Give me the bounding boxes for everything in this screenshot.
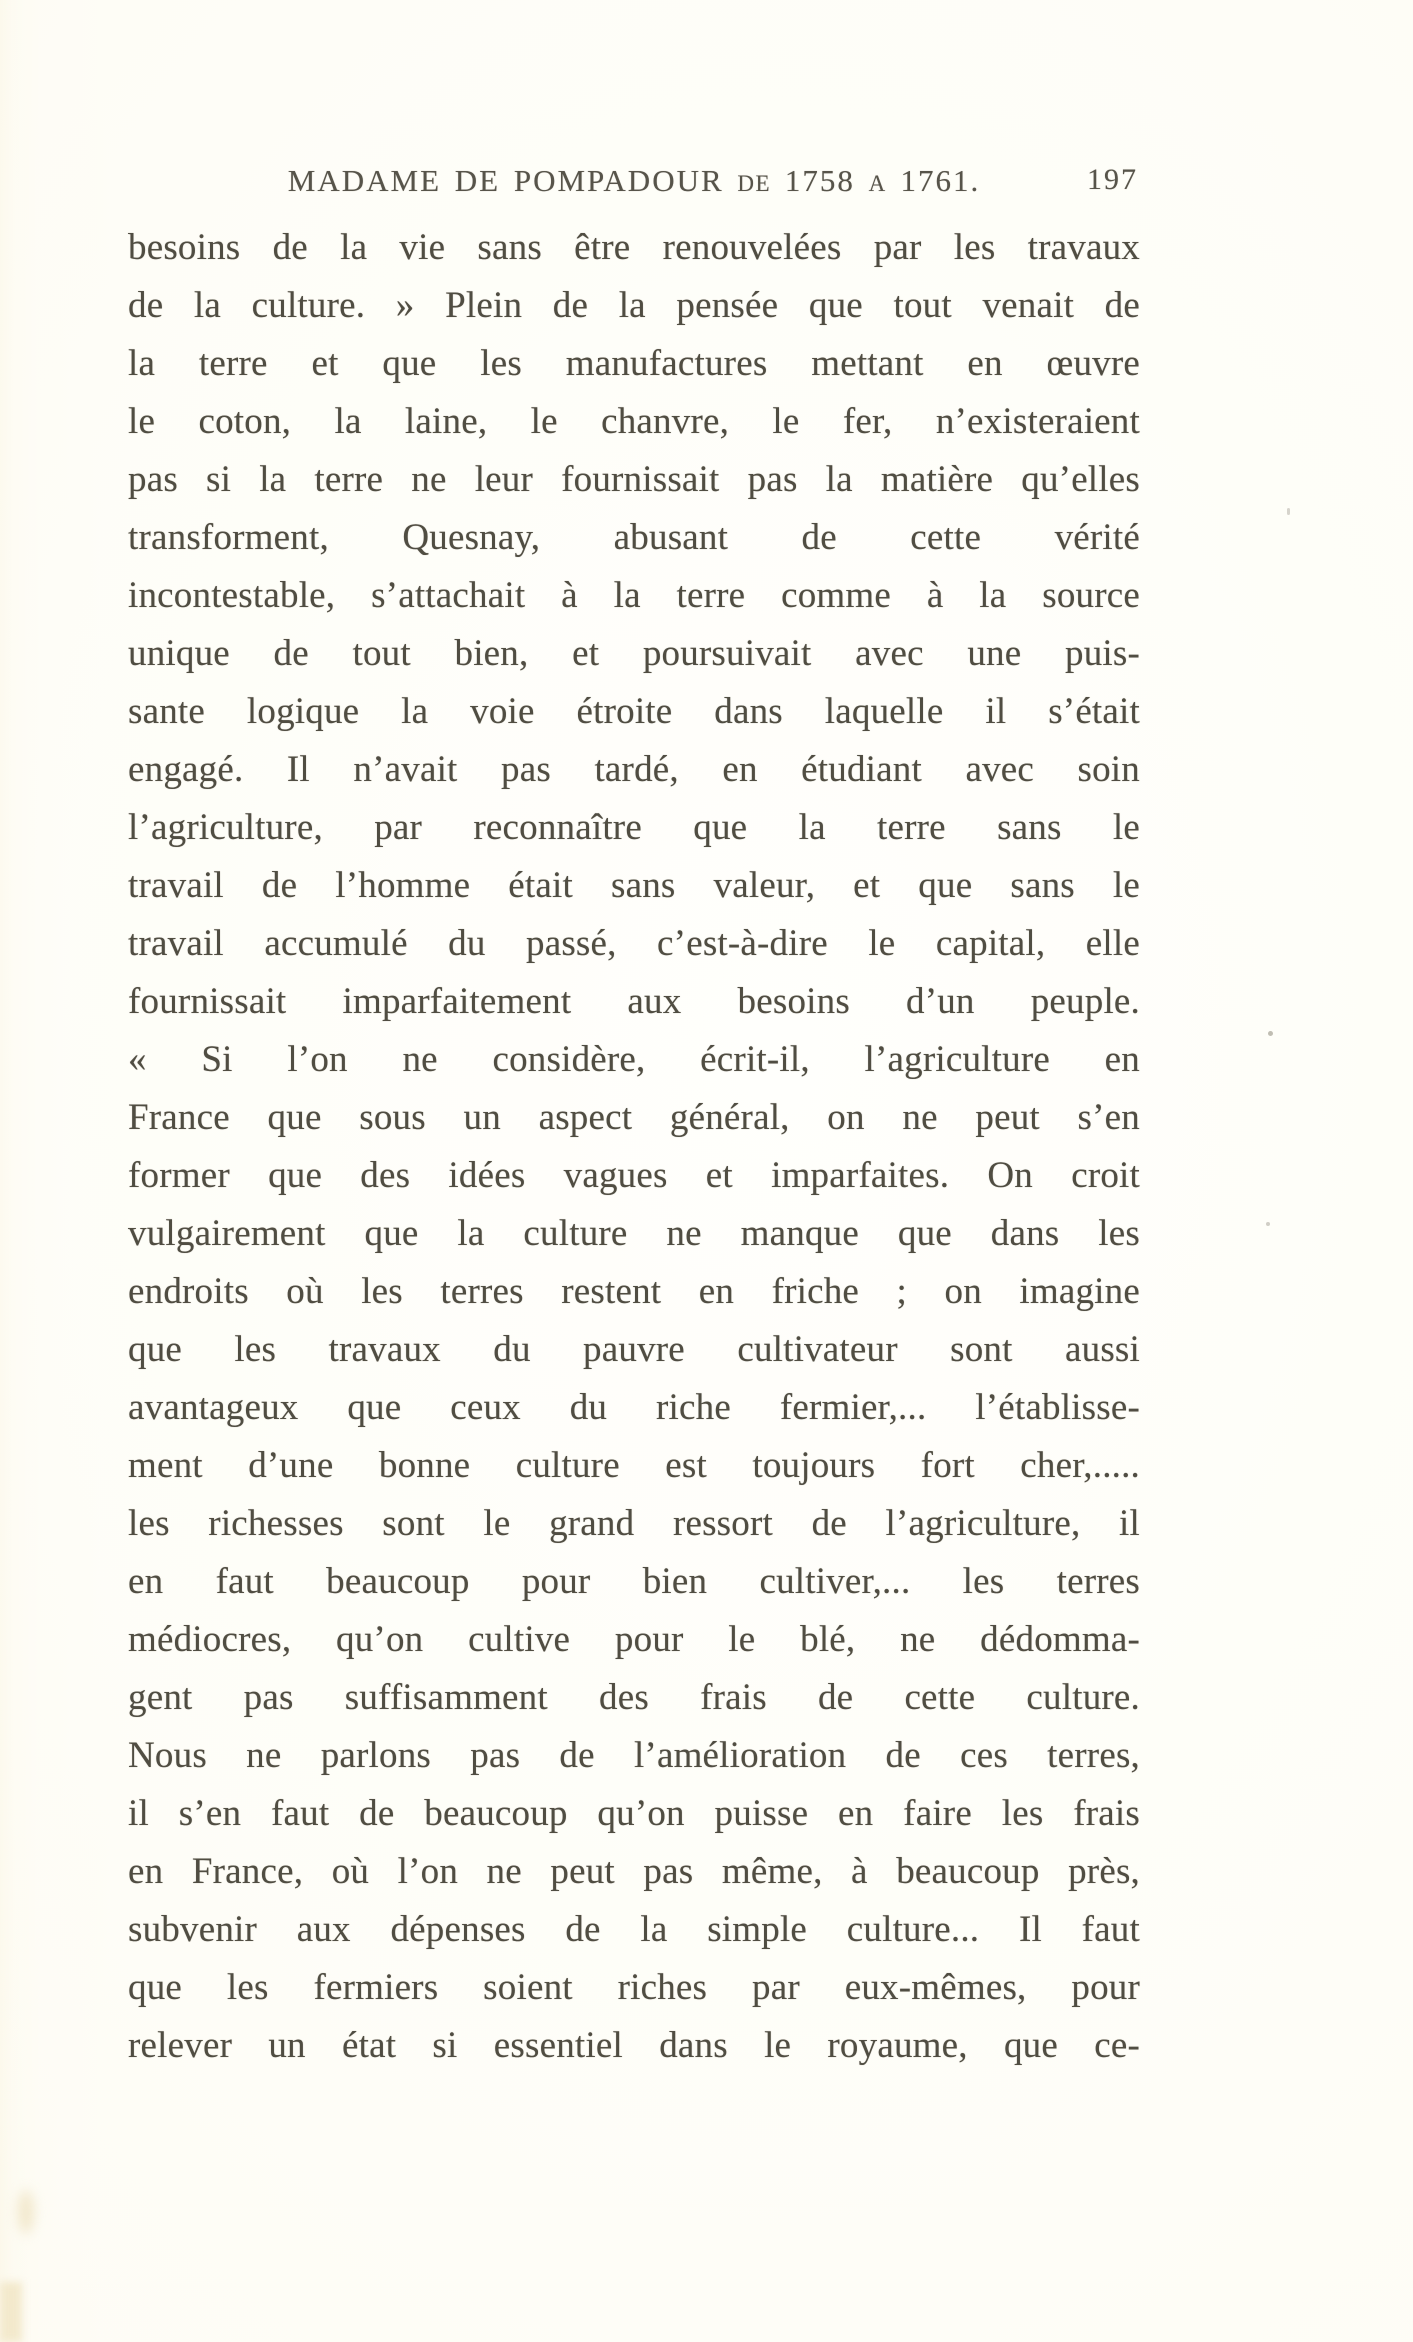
text-line: « Si l’on ne considère, écrit-il, l’agriculture en bbox=[128, 1039, 1140, 1080]
text-line: en faut beaucoup pour bien cultiver,... les terres bbox=[128, 1561, 1140, 1602]
header-year-from: 1758 bbox=[784, 163, 855, 198]
text-line: le coton, la laine, le chanvre, le fer, n’existeraient bbox=[128, 401, 1140, 442]
text-line: en France, où l’on ne peut pas même, à beaucoup près, bbox=[128, 1851, 1140, 1892]
text-line: fournissait imparfaitement aux besoins d’un peuple. bbox=[128, 981, 1140, 1022]
header-year-to: 1761. bbox=[900, 163, 981, 198]
text-line: la terre et que les manufactures mettant en œuvre bbox=[128, 343, 1140, 384]
text-line: France que sous un aspect général, on ne peut s’en bbox=[128, 1097, 1140, 1138]
text-line: endroits où les terres restent en friche ; on imagine bbox=[128, 1271, 1140, 1312]
text-line: médiocres, qu’on cultive pour le blé, ne dédomma- bbox=[128, 1619, 1140, 1660]
text-line: relever un état si essentiel dans le royaume, que ce- bbox=[128, 2025, 1140, 2066]
text-line: il s’en faut de beaucoup qu’on puisse en faire les frais bbox=[128, 1793, 1140, 1834]
header-title bbox=[128, 163, 1140, 199]
scan-speckle bbox=[1266, 1222, 1270, 1226]
text-line: que les fermiers soient riches par eux-mêmes, pour bbox=[128, 1967, 1140, 2008]
header-title-de: DE bbox=[737, 171, 772, 196]
text-line: que les travaux du pauvre cultivateur sont aussi bbox=[128, 1329, 1140, 1370]
text-line: gent pas suffisamment des frais de cette culture. bbox=[128, 1677, 1140, 1718]
scan-speckle bbox=[1287, 508, 1290, 515]
text-line: transforment, Quesnay, abusant de cette vérité bbox=[128, 517, 1140, 558]
text-line: les richesses sont le grand ressort de l’agriculture, il bbox=[128, 1503, 1140, 1544]
text-line: ment d’une bonne culture est toujours fort cher,..... bbox=[128, 1445, 1140, 1486]
text-line: subvenir aux dépenses de la simple culture... Il faut bbox=[128, 1909, 1140, 1950]
header-title-main: MADAME DE POMPADOUR bbox=[287, 163, 724, 198]
text-line: l’agriculture, par reconnaître que la terre sans le bbox=[128, 807, 1140, 848]
scan-smudge bbox=[18, 2190, 34, 2234]
text-line: sante logique la voie étroite dans laquelle il s’était bbox=[128, 691, 1140, 732]
text-line: travail accumulé du passé, c’est-à-dire le capital, elle bbox=[128, 923, 1140, 964]
page-number: 197 bbox=[1087, 163, 1138, 196]
text-line: unique de tout bien, et poursuivait avec une puis- bbox=[128, 633, 1140, 674]
text-line: engagé. Il n’avait pas tardé, en étudiant avec soin bbox=[128, 749, 1140, 790]
text-line: vulgairement que la culture ne manque que dans les bbox=[128, 1213, 1140, 1254]
text-line: pas si la terre ne leur fournissait pas la matière qu’elles bbox=[128, 459, 1140, 500]
page-corner-shadow bbox=[0, 2282, 22, 2342]
text-line: former que des idées vagues et imparfaites. On croit bbox=[128, 1155, 1140, 1196]
text-line: de la culture. » Plein de la pensée que tout venait de bbox=[128, 285, 1140, 326]
text-line: avantageux que ceux du riche fermier,... l’établisse- bbox=[128, 1387, 1140, 1428]
scan-speckle bbox=[1268, 1031, 1273, 1036]
running-header bbox=[128, 163, 1140, 203]
text-line: incontestable, s’attachait à la terre comme à la source bbox=[128, 575, 1140, 616]
text-line: besoins de la vie sans être renouvelées par les travaux bbox=[128, 227, 1140, 268]
text-block bbox=[128, 219, 1140, 2075]
text-line: travail de l’homme était sans valeur, et que sans le bbox=[128, 865, 1140, 906]
header-title-a: A bbox=[868, 171, 887, 196]
text-line: Nous ne parlons pas de l’amélioration de ces terres, bbox=[128, 1735, 1140, 1776]
